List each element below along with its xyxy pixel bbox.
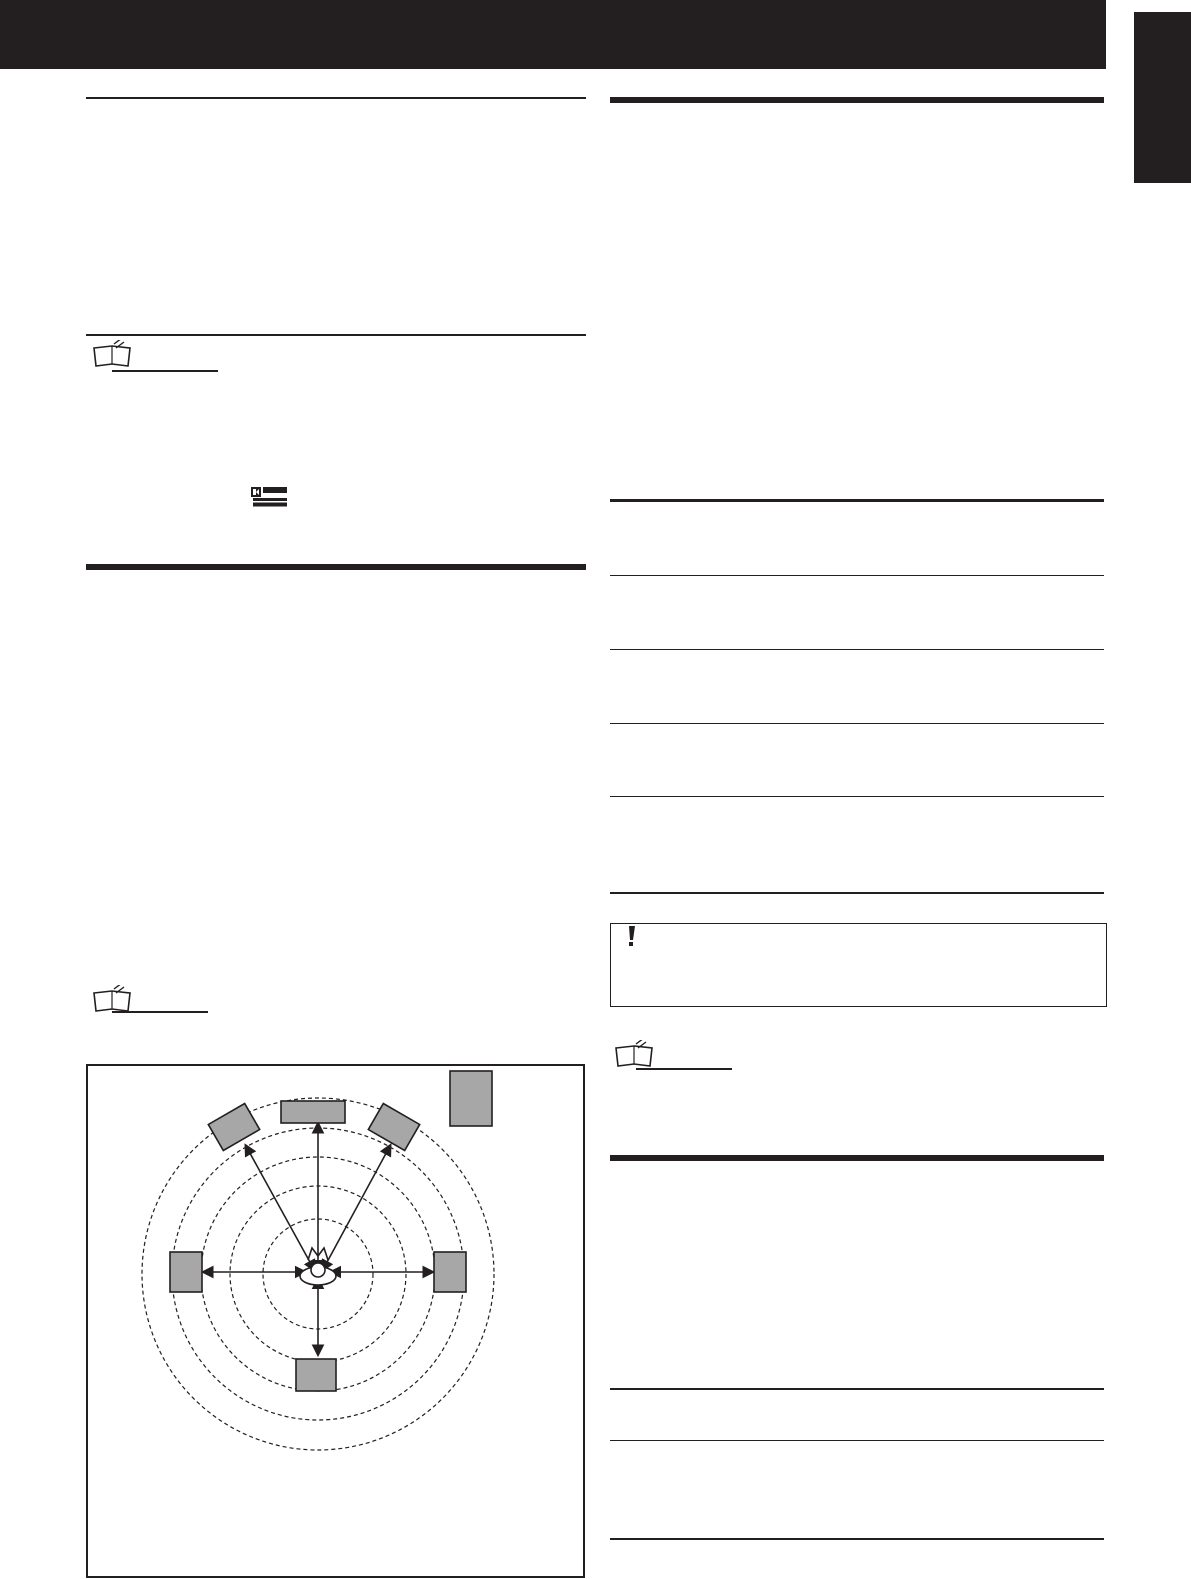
surround-left-speaker bbox=[170, 1252, 202, 1292]
right-table-row-rule bbox=[610, 1440, 1104, 1441]
left-note-rule bbox=[86, 334, 586, 336]
left-section-rule bbox=[86, 564, 586, 570]
right-table-row-rule bbox=[610, 575, 1104, 576]
language-side-tab bbox=[1134, 12, 1191, 183]
dolby-digital-ex-logo bbox=[251, 487, 289, 507]
left-top-rule bbox=[86, 97, 586, 99]
surround-back-speaker bbox=[296, 1359, 336, 1391]
note-underline bbox=[112, 370, 218, 372]
right-table-top-rule bbox=[610, 499, 1104, 502]
note-underline bbox=[636, 1068, 732, 1070]
note-icon bbox=[90, 340, 134, 370]
speaker-placement-diagram bbox=[86, 1064, 585, 1578]
right-table-bottom-rule bbox=[610, 892, 1104, 894]
right-table-row-rule bbox=[610, 796, 1104, 797]
center-speaker bbox=[281, 1101, 345, 1123]
surround-right-speaker bbox=[434, 1252, 466, 1292]
right-section-rule bbox=[610, 1155, 1104, 1161]
header-bar bbox=[0, 0, 1106, 69]
right-table-row-rule bbox=[610, 649, 1104, 650]
subwoofer-speaker bbox=[450, 1071, 492, 1126]
note-underline bbox=[112, 1011, 208, 1013]
exclamation-icon bbox=[625, 924, 639, 950]
right-section-rule bbox=[610, 97, 1104, 103]
right-table-bottom-rule bbox=[610, 1538, 1104, 1540]
caution-box bbox=[610, 923, 1107, 1007]
note-icon bbox=[612, 1040, 656, 1070]
right-table-top-rule bbox=[610, 1388, 1104, 1390]
right-table-row-rule bbox=[610, 723, 1104, 724]
front-right-speaker bbox=[368, 1104, 419, 1151]
